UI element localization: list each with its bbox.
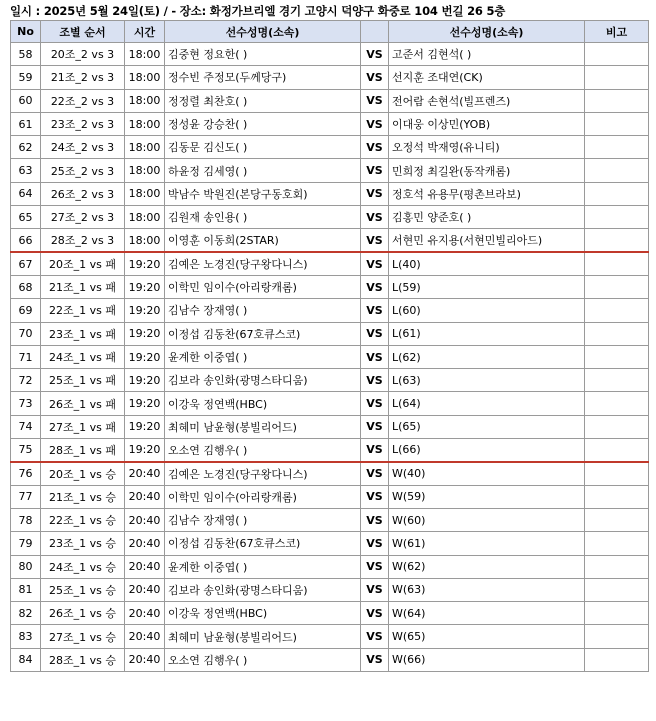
row-note: [585, 369, 649, 392]
row-no: 79: [11, 532, 41, 555]
row-time: 20:40: [125, 648, 165, 671]
row-vs: VS: [361, 136, 389, 159]
row-player2: 김홍민 양준호( ): [389, 206, 585, 229]
row-no: 70: [11, 322, 41, 345]
row-player2: L(65): [389, 415, 585, 438]
table-row: [11, 555, 649, 578]
row-note: [585, 182, 649, 205]
table-row: [11, 159, 649, 182]
page-title: 일시 : 2025년 5월 24일(토) / - 장소: 화정가브리엘 경기 고양시 덕양구 화중로 104 번길 26 5층: [10, 4, 506, 18]
row-vs: VS: [361, 602, 389, 625]
row-player2: L(59): [389, 275, 585, 298]
table-row: [11, 322, 649, 345]
table-row: [11, 415, 649, 438]
row-player1: 윤계한 이중엽( ): [165, 555, 361, 578]
row-order: 26조_1 vs 승: [41, 602, 125, 625]
row-note: [585, 625, 649, 648]
row-player2: 선지훈 조대연(CK): [389, 66, 585, 89]
table-row: [11, 439, 649, 462]
row-player2: 전어람 손현석(빌프렌즈): [389, 89, 585, 112]
row-vs: VS: [361, 322, 389, 345]
row-time: 20:40: [125, 602, 165, 625]
match-schedule-table: [10, 20, 649, 672]
row-player2: W(65): [389, 625, 585, 648]
row-player1: 이학민 임이수(아리랑캐롬): [165, 275, 361, 298]
row-player1: 김예은 노경진(당구왕다니스): [165, 252, 361, 275]
row-player1: 최혜미 남윤형(봉빌리어드): [165, 415, 361, 438]
row-note: [585, 252, 649, 275]
row-note: [585, 322, 649, 345]
row-player2: L(64): [389, 392, 585, 415]
row-vs: VS: [361, 392, 389, 415]
row-no: 80: [11, 555, 41, 578]
row-player2: W(66): [389, 648, 585, 671]
row-vs: VS: [361, 66, 389, 89]
row-vs: VS: [361, 508, 389, 531]
row-vs: VS: [361, 625, 389, 648]
row-no: 83: [11, 625, 41, 648]
row-note: [585, 532, 649, 555]
row-time: 18:00: [125, 66, 165, 89]
row-time: 18:00: [125, 206, 165, 229]
row-no: 77: [11, 485, 41, 508]
row-time: 18:00: [125, 112, 165, 135]
row-order: 23조_1 vs 패: [41, 322, 125, 345]
row-note: [585, 159, 649, 182]
row-player2: 고준서 김현석( ): [389, 43, 585, 66]
row-order: 28조_1 vs 패: [41, 439, 125, 462]
row-player2: 정호석 유용무(평촌브라보): [389, 182, 585, 205]
table-row: [11, 229, 649, 252]
row-order: 22조_1 vs 승: [41, 508, 125, 531]
row-note: [585, 508, 649, 531]
header-player2: 선수성명(소속): [389, 21, 585, 43]
row-order: 24조_2 vs 3: [41, 136, 125, 159]
row-order: 22조_1 vs 패: [41, 299, 125, 322]
row-player2: W(64): [389, 602, 585, 625]
row-note: [585, 415, 649, 438]
row-player2: 이대웅 이상민(YOB): [389, 112, 585, 135]
row-vs: VS: [361, 555, 389, 578]
row-player1: 김예은 노경진(당구왕다니스): [165, 462, 361, 485]
row-player1: 이영훈 이동희(2STAR): [165, 229, 361, 252]
row-player2: W(60): [389, 508, 585, 531]
row-player2: L(66): [389, 439, 585, 462]
row-note: [585, 136, 649, 159]
row-vs: VS: [361, 415, 389, 438]
row-no: 68: [11, 275, 41, 298]
row-time: 20:40: [125, 532, 165, 555]
row-order: 22조_2 vs 3: [41, 89, 125, 112]
row-no: 82: [11, 602, 41, 625]
row-order: 28조_1 vs 승: [41, 648, 125, 671]
row-no: 66: [11, 229, 41, 252]
row-note: [585, 275, 649, 298]
row-note: [585, 578, 649, 601]
row-order: 25조_1 vs 패: [41, 369, 125, 392]
row-player1: 이강욱 정연백(HBC): [165, 392, 361, 415]
row-order: 25조_2 vs 3: [41, 159, 125, 182]
row-time: 19:20: [125, 252, 165, 275]
row-note: [585, 299, 649, 322]
table-row: [11, 648, 649, 671]
row-no: 61: [11, 112, 41, 135]
row-player2: 서현민 유지용(서현민빌리아드): [389, 229, 585, 252]
row-player1: 김원재 송인용( ): [165, 206, 361, 229]
row-order: 21조_1 vs 패: [41, 275, 125, 298]
row-player1: 정정렬 최찬호( ): [165, 89, 361, 112]
row-time: 19:20: [125, 299, 165, 322]
row-no: 63: [11, 159, 41, 182]
row-no: 58: [11, 43, 41, 66]
row-player1: 하윤정 김세영( ): [165, 159, 361, 182]
row-no: 81: [11, 578, 41, 601]
row-player1: 오소연 김행우( ): [165, 439, 361, 462]
row-order: 21조_1 vs 승: [41, 485, 125, 508]
row-time: 18:00: [125, 43, 165, 66]
row-vs: VS: [361, 485, 389, 508]
row-player2: 민희정 최길완(동작캐롬): [389, 159, 585, 182]
row-time: 19:20: [125, 392, 165, 415]
header-player1: 선수성명(소속): [165, 21, 361, 43]
table-row: [11, 89, 649, 112]
header-note: 비고: [585, 21, 649, 43]
row-note: [585, 66, 649, 89]
table-row: [11, 369, 649, 392]
row-no: 69: [11, 299, 41, 322]
row-player1: 이강욱 정연백(HBC): [165, 602, 361, 625]
row-note: [585, 648, 649, 671]
table-row: [11, 112, 649, 135]
table-row: [11, 532, 649, 555]
row-order: 25조_1 vs 승: [41, 578, 125, 601]
row-time: 20:40: [125, 462, 165, 485]
row-player1: 정성윤 강승찬( ): [165, 112, 361, 135]
row-player1: 이정섭 김동찬(67호큐스코): [165, 532, 361, 555]
row-note: [585, 112, 649, 135]
row-vs: VS: [361, 229, 389, 252]
row-time: 18:00: [125, 182, 165, 205]
row-no: 84: [11, 648, 41, 671]
row-player1: 박남수 박원진(본당구동호회): [165, 182, 361, 205]
row-player1: 김보라 송인화(광명스타디움): [165, 369, 361, 392]
row-no: 76: [11, 462, 41, 485]
row-vs: VS: [361, 182, 389, 205]
table-row: [11, 43, 649, 66]
row-vs: VS: [361, 252, 389, 275]
row-player1: 김중현 정요한( ): [165, 43, 361, 66]
row-time: 18:00: [125, 89, 165, 112]
row-time: 19:20: [125, 275, 165, 298]
row-time: 20:40: [125, 555, 165, 578]
table-row: [11, 182, 649, 205]
row-no: 59: [11, 66, 41, 89]
row-player2: L(61): [389, 322, 585, 345]
row-time: 20:40: [125, 485, 165, 508]
row-player1: 이학민 임이수(아리랑캐롬): [165, 485, 361, 508]
table-row: [11, 508, 649, 531]
row-order: 26조_1 vs 패: [41, 392, 125, 415]
row-note: [585, 555, 649, 578]
row-player2: W(63): [389, 578, 585, 601]
table-row: [11, 66, 649, 89]
row-order: 27조_1 vs 패: [41, 415, 125, 438]
row-order: 20조_1 vs 승: [41, 462, 125, 485]
row-player2: L(40): [389, 252, 585, 275]
row-vs: VS: [361, 112, 389, 135]
row-no: 73: [11, 392, 41, 415]
row-order: 21조_2 vs 3: [41, 66, 125, 89]
table-row: [11, 252, 649, 275]
table-row: [11, 275, 649, 298]
row-no: 75: [11, 439, 41, 462]
row-player1: 김동문 김신도( ): [165, 136, 361, 159]
row-player2: L(62): [389, 345, 585, 368]
row-no: 62: [11, 136, 41, 159]
table-row: [11, 578, 649, 601]
row-player1: 김남수 장재영( ): [165, 508, 361, 531]
row-player1: 정수빈 주정모(두께당구): [165, 66, 361, 89]
row-time: 20:40: [125, 578, 165, 601]
row-note: [585, 602, 649, 625]
row-time: 18:00: [125, 229, 165, 252]
table-row: [11, 299, 649, 322]
row-vs: VS: [361, 275, 389, 298]
row-note: [585, 439, 649, 462]
row-time: 19:20: [125, 415, 165, 438]
row-player2: W(62): [389, 555, 585, 578]
row-order: 20조_1 vs 패: [41, 252, 125, 275]
row-no: 78: [11, 508, 41, 531]
row-vs: VS: [361, 89, 389, 112]
row-order: 27조_2 vs 3: [41, 206, 125, 229]
row-vs: VS: [361, 159, 389, 182]
row-order: 27조_1 vs 승: [41, 625, 125, 648]
table-row: [11, 206, 649, 229]
row-player1: 이정섭 김동찬(67호큐스코): [165, 322, 361, 345]
table-row: [11, 485, 649, 508]
row-vs: VS: [361, 648, 389, 671]
row-no: 71: [11, 345, 41, 368]
row-vs: VS: [361, 532, 389, 555]
row-no: 64: [11, 182, 41, 205]
row-vs: VS: [361, 345, 389, 368]
row-note: [585, 229, 649, 252]
row-player1: 최혜미 남윤형(봉빌리어드): [165, 625, 361, 648]
table-row: [11, 392, 649, 415]
row-note: [585, 462, 649, 485]
header-order: 조별 순서: [41, 21, 125, 43]
row-player2: W(59): [389, 485, 585, 508]
row-player2: L(60): [389, 299, 585, 322]
row-order: 28조_2 vs 3: [41, 229, 125, 252]
row-vs: VS: [361, 206, 389, 229]
row-vs: VS: [361, 462, 389, 485]
row-note: [585, 392, 649, 415]
row-player1: 오소연 김행우( ): [165, 648, 361, 671]
row-player1: 김보라 송인화(광명스타디움): [165, 578, 361, 601]
row-time: 19:20: [125, 439, 165, 462]
row-player2: W(61): [389, 532, 585, 555]
row-player2: L(63): [389, 369, 585, 392]
row-note: [585, 43, 649, 66]
header-row: [11, 21, 649, 43]
row-order: 24조_1 vs 패: [41, 345, 125, 368]
row-time: 19:20: [125, 345, 165, 368]
row-vs: VS: [361, 299, 389, 322]
table-row: [11, 625, 649, 648]
row-time: 20:40: [125, 625, 165, 648]
table-row: [11, 345, 649, 368]
row-order: 20조_2 vs 3: [41, 43, 125, 66]
row-player2: 오정석 박재영(유니티): [389, 136, 585, 159]
row-order: 26조_2 vs 3: [41, 182, 125, 205]
row-order: 23조_1 vs 승: [41, 532, 125, 555]
row-time: 19:20: [125, 369, 165, 392]
row-vs: VS: [361, 369, 389, 392]
row-vs: VS: [361, 439, 389, 462]
header-no: No: [11, 21, 41, 43]
table-row: [11, 136, 649, 159]
row-order: 23조_2 vs 3: [41, 112, 125, 135]
row-vs: VS: [361, 43, 389, 66]
table-row: [11, 462, 649, 485]
header-time: 시간: [125, 21, 165, 43]
row-time: 19:20: [125, 322, 165, 345]
row-time: 20:40: [125, 508, 165, 531]
row-no: 65: [11, 206, 41, 229]
row-order: 24조_1 vs 승: [41, 555, 125, 578]
row-no: 60: [11, 89, 41, 112]
row-note: [585, 345, 649, 368]
row-note: [585, 89, 649, 112]
row-note: [585, 206, 649, 229]
row-no: 72: [11, 369, 41, 392]
row-note: [585, 485, 649, 508]
row-time: 18:00: [125, 136, 165, 159]
table-row: [11, 602, 649, 625]
row-player2: W(40): [389, 462, 585, 485]
header-vs: [361, 21, 389, 43]
row-vs: VS: [361, 578, 389, 601]
row-no: 74: [11, 415, 41, 438]
row-player1: 김남수 장재영( ): [165, 299, 361, 322]
row-no: 67: [11, 252, 41, 275]
row-player1: 윤계한 이중엽( ): [165, 345, 361, 368]
row-time: 18:00: [125, 159, 165, 182]
